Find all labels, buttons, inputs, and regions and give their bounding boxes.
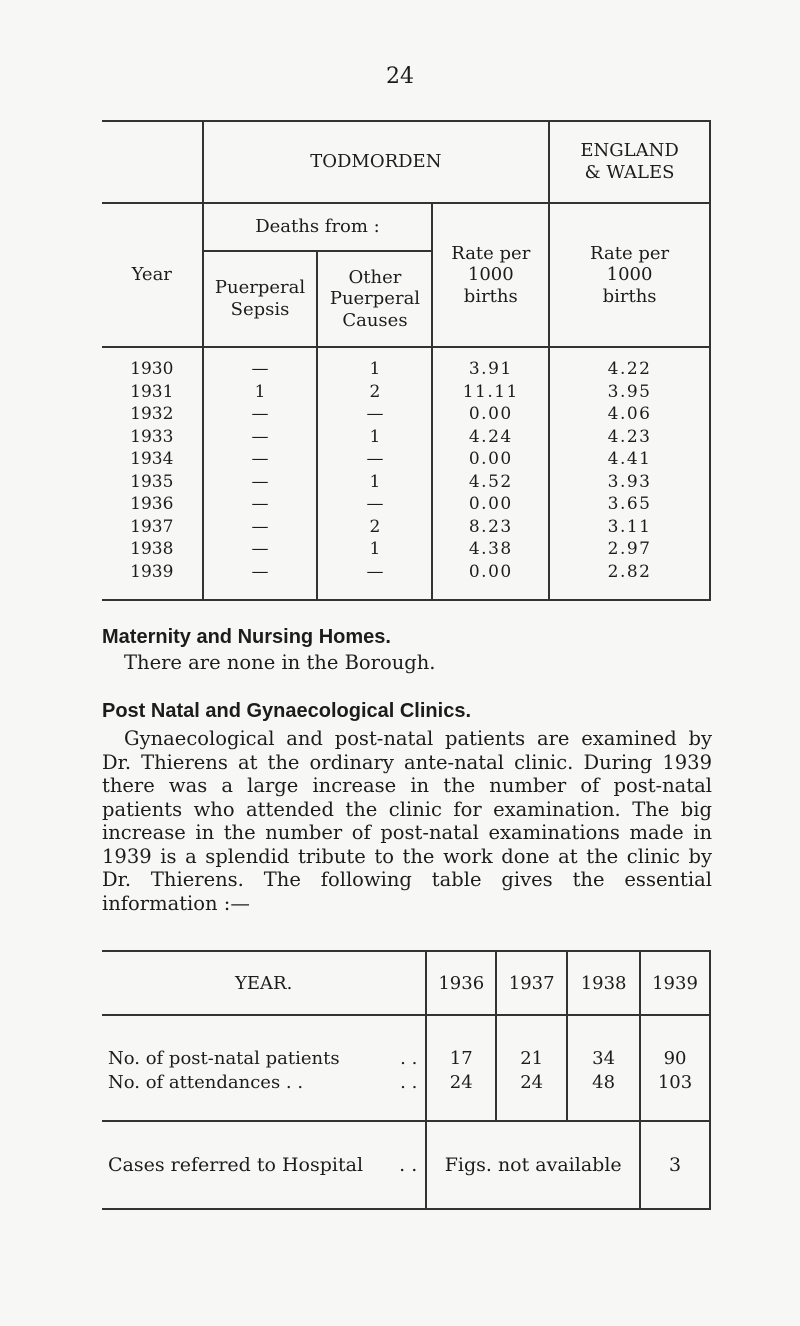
attendances-label — [102, 1070, 426, 1121]
year-header: YEAR. — [102, 951, 426, 1015]
rate-cell: 4.52 — [432, 471, 549, 494]
sepsis-cell: 1 — [203, 381, 318, 404]
year-1936-header: 1936 — [426, 951, 496, 1015]
ew-rate-cell: 4.41 — [549, 448, 710, 471]
post-natal-clinics-text: Gynaecological and post-natal patients are examined by Dr. Thierens at the ordinary ante-natal clinic. During 1939 there was a large increase in the number of post-natal patients who attended the clinic for examination. The big increase in the number of post-natal examinations made in 1939 is a splendid tribute to the work done at the clinic by Dr. Thierens. The following table gives the essential information :— — [102, 727, 712, 915]
rate-cell: 8.23 — [432, 516, 549, 539]
todmorden-header: TODMORDEN — [203, 121, 550, 203]
sepsis-cell: — — [203, 448, 318, 471]
year-cell: 1939 — [102, 561, 203, 601]
year-cell: 1936 — [130, 494, 174, 515]
sepsis-cell: — — [203, 471, 318, 494]
table-row — [102, 561, 710, 601]
rate-cell: 4.38 — [432, 538, 549, 561]
table-row — [102, 538, 710, 561]
year-cell: 1933 — [130, 426, 174, 447]
deaths-from-header: Deaths from : — [203, 203, 433, 251]
rate-cell: 11.11 — [432, 381, 549, 404]
post-natal-patients-label — [102, 1015, 426, 1070]
table-row — [102, 1121, 710, 1209]
table-row — [102, 403, 710, 426]
sepsis-cell: — — [203, 516, 318, 539]
other-cell: — — [317, 493, 432, 516]
other-cell: — — [317, 403, 432, 426]
maternity-homes-text: There are none in the Borough. — [124, 651, 436, 674]
table-row — [102, 1070, 710, 1121]
england-wales-header: ENGLAND & WALES — [549, 121, 710, 203]
post-natal-table — [102, 950, 711, 1210]
sepsis-cell: — — [203, 403, 318, 426]
ew-rate-cell: 4.06 — [549, 403, 710, 426]
table-row — [102, 426, 710, 449]
table-row — [102, 1015, 710, 1070]
value-cell: 90 — [640, 1015, 710, 1070]
other-cell: 1 — [317, 538, 432, 561]
leader-dots: . . — [400, 1071, 418, 1093]
page-number: 24 — [386, 64, 414, 89]
value-cell: 3 — [640, 1121, 710, 1209]
year-cell: 1932 — [130, 404, 174, 425]
table-row — [102, 347, 710, 381]
year-cell: 1930 — [130, 359, 174, 380]
year-header: Year — [102, 203, 203, 347]
other-cell: 1 — [317, 426, 432, 449]
value-cell: 17 — [426, 1015, 496, 1070]
leader-dots: . . — [400, 1047, 418, 1069]
table-row — [102, 448, 710, 471]
cases-referred-label — [102, 1121, 426, 1209]
other-cell: 1 — [317, 347, 432, 381]
blank-corner — [102, 121, 203, 203]
year-cell: 1931 — [130, 381, 174, 402]
post-natal-clinics-heading: Post Natal and Gynaecological Clinics. — [102, 700, 471, 722]
ew-rate-cell: 4.23 — [549, 426, 710, 449]
other-puerperal-header: Other Puerperal Causes — [317, 251, 432, 347]
maternity-homes-heading: Maternity and Nursing Homes. — [102, 626, 391, 648]
row-label-text: No. of post-natal patients — [108, 1047, 340, 1069]
value-cell: 24 — [426, 1070, 496, 1121]
year-1939-header: 1939 — [640, 951, 710, 1015]
year-cell: 1934 — [130, 449, 174, 470]
rate-england-header: Rate per 1000 births — [549, 203, 710, 347]
table-row — [102, 381, 710, 404]
ew-rate-cell: 2.82 — [549, 561, 710, 601]
value-cell: 24 — [496, 1070, 567, 1121]
maternal-mortality-table — [102, 120, 711, 601]
puerperal-sepsis-header: Puerperal Sepsis — [203, 251, 318, 347]
other-cell: — — [317, 561, 432, 601]
other-cell: 2 — [317, 516, 432, 539]
ew-rate-cell: 2.97 — [549, 538, 710, 561]
year-1937-header: 1937 — [496, 951, 567, 1015]
figures-not-available-note: Figs. not available — [426, 1121, 640, 1209]
rate-cell: 0.00 — [432, 448, 549, 471]
year-cell: 1937 — [130, 516, 174, 537]
rate-cell: 0.00 — [432, 561, 549, 601]
ew-rate-cell: 3.11 — [549, 516, 710, 539]
value-cell: 21 — [496, 1015, 567, 1070]
ew-rate-cell: 3.65 — [549, 493, 710, 516]
rate-todmorden-header: Rate per 1000 births — [432, 203, 549, 347]
year-cell: 1938 — [130, 539, 174, 560]
row-label-text: No. of attendances . . — [108, 1071, 304, 1093]
sepsis-cell: — — [203, 347, 318, 381]
rate-cell: 4.24 — [432, 426, 549, 449]
ew-rate-cell: 3.95 — [549, 381, 710, 404]
other-cell: 1 — [317, 471, 432, 494]
table-row — [102, 471, 710, 494]
rate-cell: 0.00 — [432, 493, 549, 516]
ew-rate-cell: 4.22 — [549, 347, 710, 381]
ew-rate-cell: 3.93 — [549, 471, 710, 494]
year-1938-header: 1938 — [567, 951, 640, 1015]
table-row — [102, 516, 710, 539]
value-cell: 34 — [567, 1015, 640, 1070]
rate-cell: 0.00 — [432, 403, 549, 426]
sepsis-cell: — — [203, 538, 318, 561]
value-cell: 48 — [567, 1070, 640, 1121]
year-cell: 1935 — [130, 471, 174, 492]
rate-cell: 3.91 — [432, 347, 549, 381]
leader-dots: . . — [399, 1154, 418, 1176]
table-row — [102, 493, 710, 516]
sepsis-cell: — — [203, 561, 318, 601]
sepsis-cell: — — [203, 493, 318, 516]
sepsis-cell: — — [203, 426, 318, 449]
row-label-text: Cases referred to Hospital — [108, 1154, 364, 1176]
other-cell: 2 — [317, 381, 432, 404]
other-cell: — — [317, 448, 432, 471]
value-cell: 103 — [640, 1070, 710, 1121]
